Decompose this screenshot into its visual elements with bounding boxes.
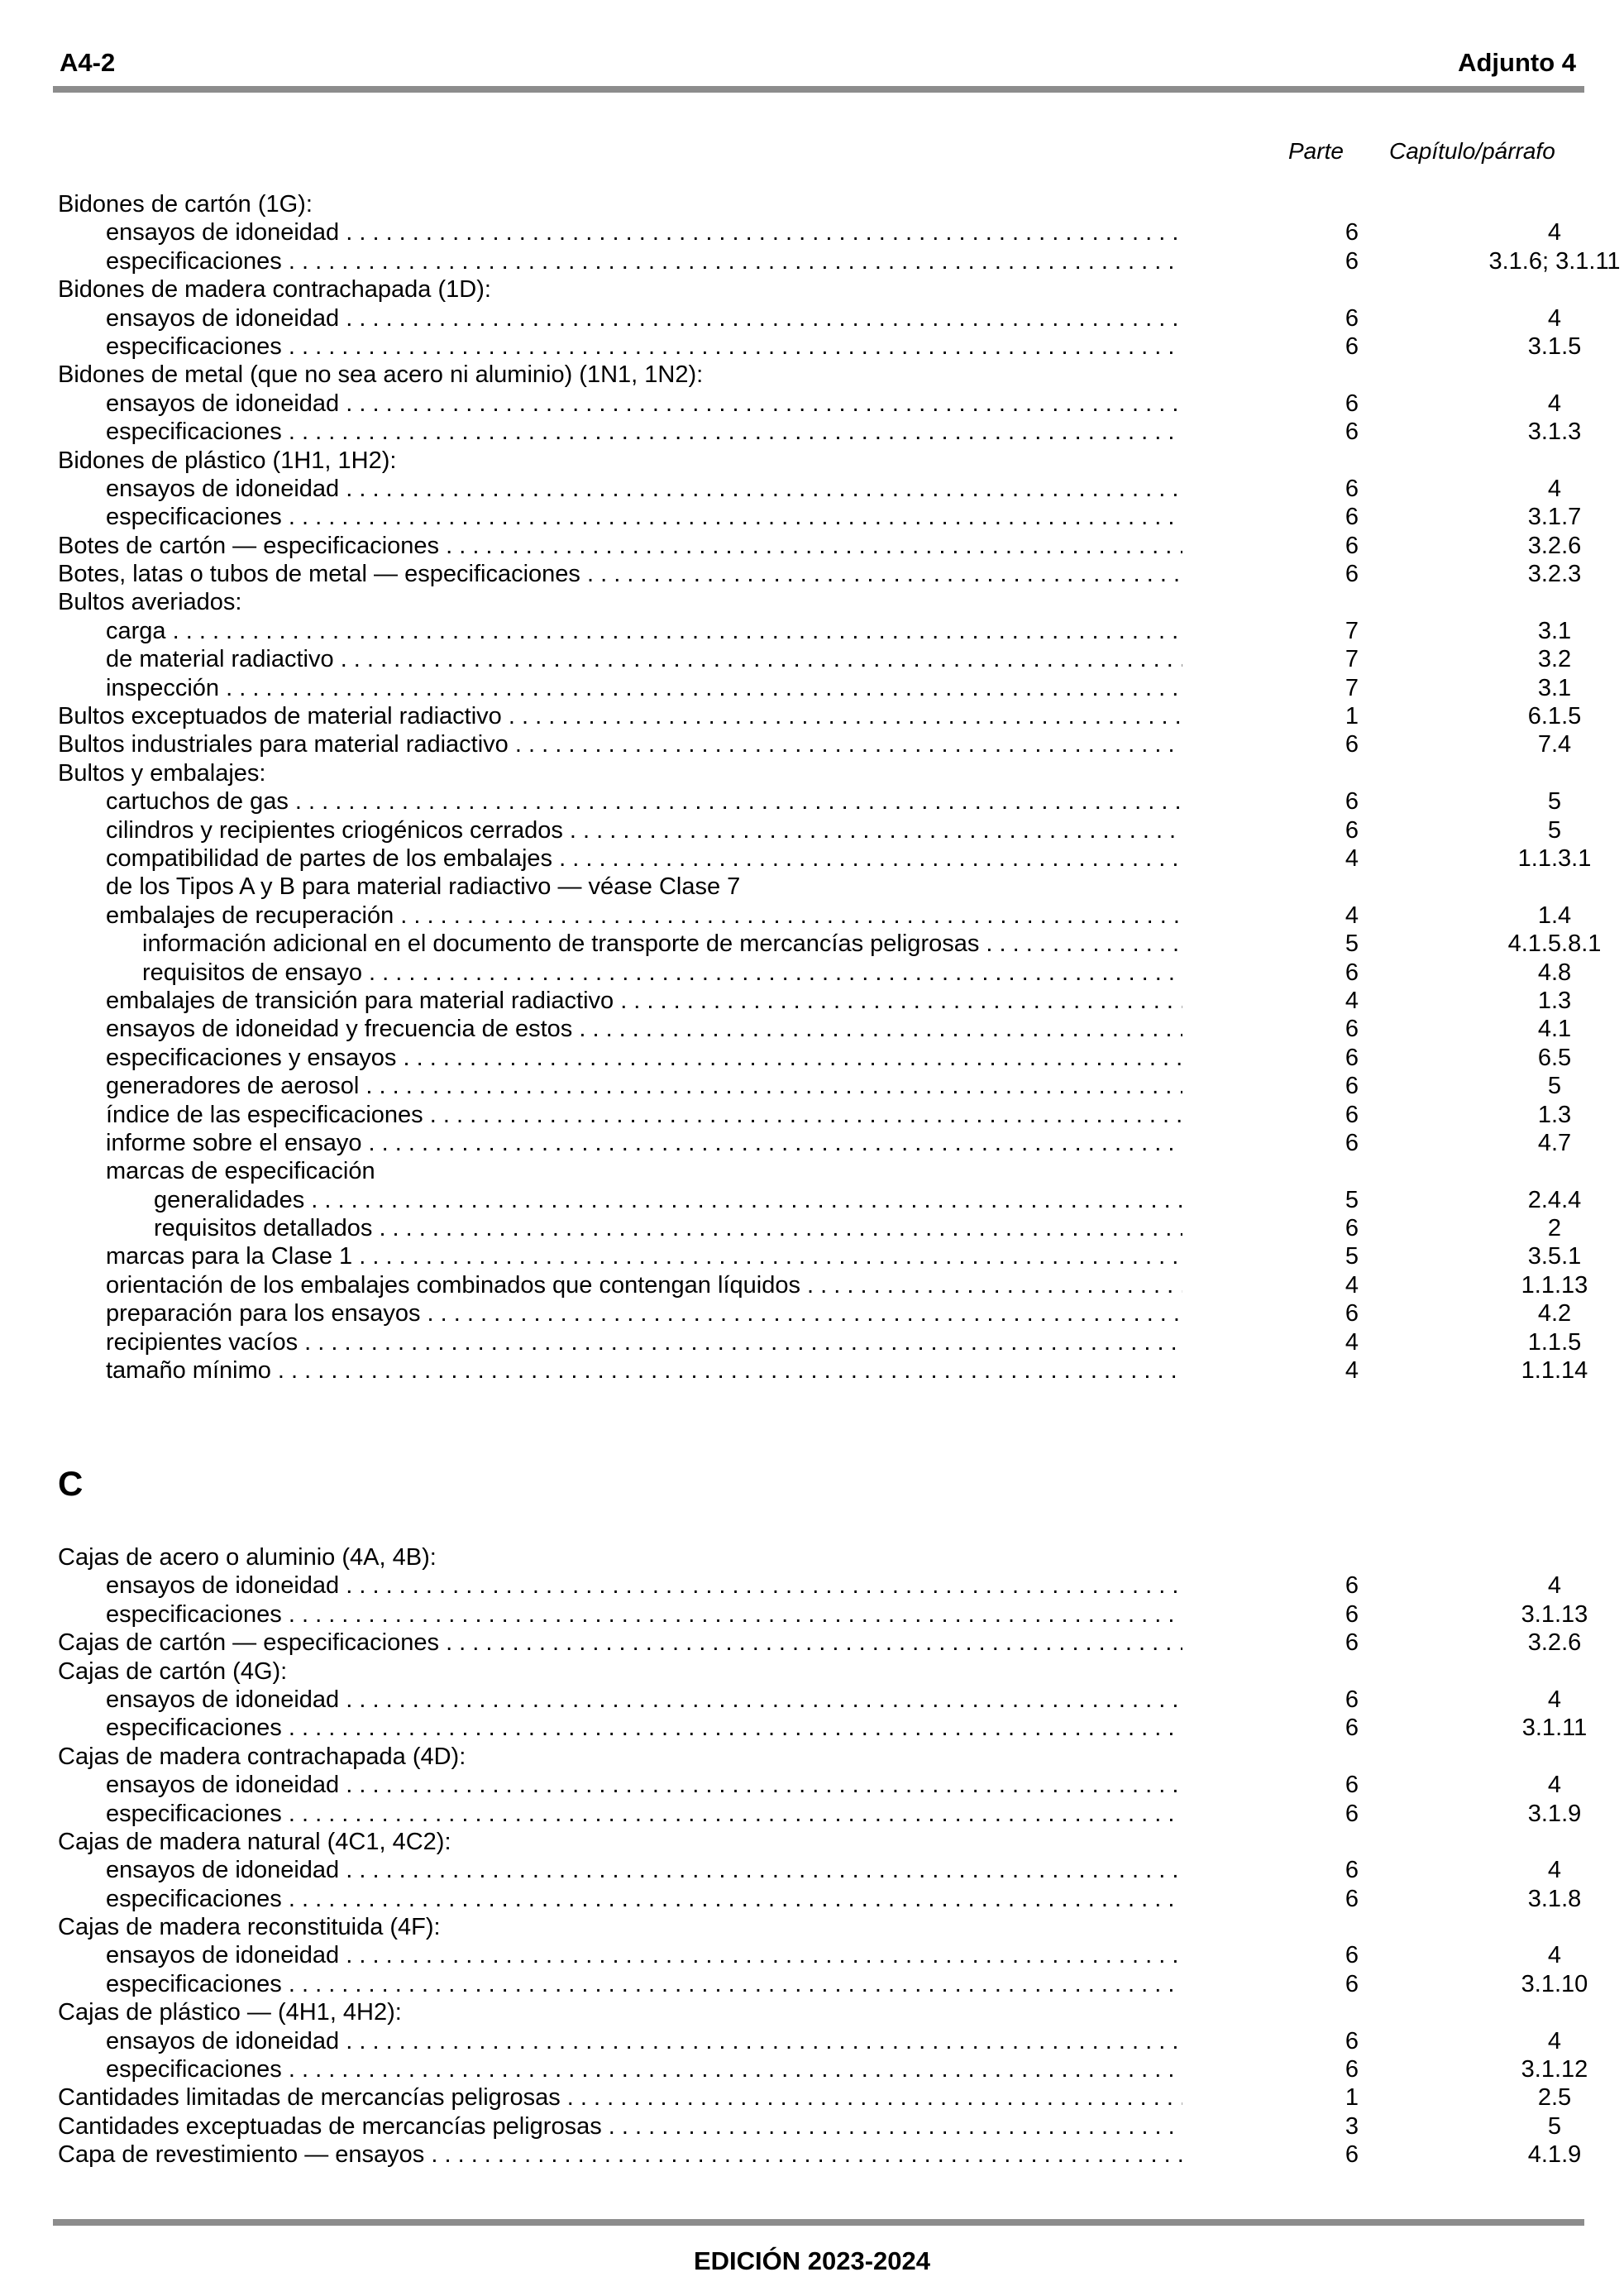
entry-capitulo: 5 bbox=[1547, 1073, 1562, 1100]
entry-parte: 7 bbox=[1345, 674, 1359, 701]
entry-parte: 4 bbox=[1345, 1328, 1359, 1356]
index-entry bbox=[58, 1543, 1588, 1571]
index-entry bbox=[58, 1828, 1588, 1856]
entry-capitulo: 4 bbox=[1547, 2027, 1562, 2054]
entry-term: ensayos de idoneidad . . . bbox=[106, 1571, 1182, 1600]
entry-parte: 6 bbox=[1345, 419, 1359, 446]
entry-parte: 6 bbox=[1345, 1572, 1359, 1600]
entry-term: recipientes vacíos . . . bbox=[106, 1328, 1182, 1356]
entry-term: inspección . . . bbox=[106, 674, 1182, 702]
entry-term: Cajas de madera natural (4C1, 4C2): bbox=[58, 1828, 451, 1855]
entry-capitulo: 5 bbox=[1547, 2112, 1562, 2140]
index-entry bbox=[58, 1157, 1588, 1185]
index-entry bbox=[58, 1970, 1588, 1998]
entry-parte: 6 bbox=[1345, 1686, 1359, 1713]
index-entry bbox=[58, 503, 1588, 531]
entry-capitulo: 4 bbox=[1547, 1942, 1562, 1969]
index-entry bbox=[58, 1214, 1588, 1242]
entry-term: marcas de especificación bbox=[106, 1158, 375, 1185]
entry-capitulo: 4 bbox=[1547, 304, 1562, 332]
index-entry bbox=[58, 987, 1588, 1015]
index-entry bbox=[58, 1686, 1588, 1714]
index-entry bbox=[58, 447, 1588, 475]
entry-capitulo: 1.1.3.1 bbox=[1517, 844, 1592, 872]
entry-term: generadores de aerosol . . . bbox=[106, 1072, 1182, 1100]
entry-capitulo: 1.1.13 bbox=[1521, 1271, 1588, 1299]
entry-term: Bultos y embalajes: bbox=[58, 759, 266, 787]
footer-rule bbox=[53, 2219, 1584, 2226]
entry-parte: 5 bbox=[1345, 1186, 1359, 1213]
entry-term: especificaciones . . . bbox=[106, 1885, 1182, 1913]
index-entry bbox=[58, 532, 1588, 560]
entry-term: carga . . . bbox=[106, 617, 1182, 645]
entry-parte: 6 bbox=[1345, 247, 1359, 275]
index-entry bbox=[58, 844, 1592, 873]
entry-parte: 6 bbox=[1345, 561, 1359, 588]
entry-term: ensayos de idoneidad . . . bbox=[106, 1941, 1182, 1969]
index-entry bbox=[58, 1998, 1588, 2026]
index-entry bbox=[58, 873, 1588, 901]
section-letter-c: C bbox=[58, 1464, 84, 1503]
entry-parte: 7 bbox=[1345, 617, 1359, 644]
entry-parte: 6 bbox=[1345, 475, 1359, 502]
index-entry bbox=[58, 1101, 1588, 1129]
index-entry bbox=[58, 1271, 1588, 1299]
index-entry bbox=[58, 1771, 1588, 1799]
entry-term: Cajas de plástico — (4H1, 4H2): bbox=[58, 1999, 402, 2026]
annex-title: Adjunto 4 bbox=[1458, 48, 1576, 77]
entry-capitulo: 3.1.9 bbox=[1527, 1800, 1582, 1827]
entry-capitulo: 7.4 bbox=[1537, 731, 1572, 758]
entry-parte: 6 bbox=[1345, 1772, 1359, 1799]
entry-parte: 4 bbox=[1345, 1271, 1359, 1299]
entry-parte: 6 bbox=[1345, 1629, 1359, 1657]
entry-capitulo: 3.1.6; 3.1.11 bbox=[1488, 247, 1621, 275]
entry-capitulo: 3.1.13 bbox=[1521, 1600, 1588, 1628]
entry-parte: 6 bbox=[1345, 1073, 1359, 1100]
entry-capitulo: 3.5.1 bbox=[1527, 1243, 1582, 1270]
entry-capitulo: 2 bbox=[1547, 1215, 1562, 1242]
index-entry bbox=[58, 588, 1588, 616]
entry-term: Cajas de madera contrachapada (4D): bbox=[58, 1743, 466, 1770]
entry-capitulo: 3.1.11 bbox=[1521, 1715, 1588, 1742]
entry-term: Cajas de acero o aluminio (4A, 4B): bbox=[58, 1544, 437, 1571]
index-entry bbox=[58, 1129, 1588, 1157]
index-entry bbox=[58, 1186, 1588, 1214]
entry-capitulo: 3.1.10 bbox=[1521, 1970, 1588, 1997]
entry-term: generalidades . . . bbox=[154, 1186, 1182, 1214]
entry-term: embalajes de transición para material radiactivo . . . bbox=[106, 987, 1182, 1015]
index-entry bbox=[58, 190, 1588, 218]
entry-parte: 6 bbox=[1345, 1600, 1359, 1628]
entry-parte: 6 bbox=[1345, 788, 1359, 816]
entry-capitulo: 5 bbox=[1547, 788, 1562, 816]
entry-capitulo: 3.2 bbox=[1537, 646, 1572, 673]
entry-term: ensayos de idoneidad . . . bbox=[106, 475, 1182, 503]
entry-term: especificaciones . . . bbox=[106, 332, 1182, 361]
entry-term: marcas para la Clase 1 . . . bbox=[106, 1242, 1182, 1270]
index-entry bbox=[58, 1629, 1588, 1657]
index-entry bbox=[58, 361, 1588, 389]
entry-parte: 4 bbox=[1345, 844, 1359, 872]
index-entry bbox=[58, 418, 1588, 446]
entry-term: especificaciones . . . bbox=[106, 1714, 1182, 1742]
index-entry bbox=[58, 390, 1588, 418]
index-entry bbox=[58, 1571, 1588, 1600]
entry-term: Botes de cartón — especificaciones . . . bbox=[58, 532, 1182, 560]
entry-parte: 6 bbox=[1345, 2141, 1359, 2169]
entry-capitulo: 3.1.7 bbox=[1527, 504, 1582, 531]
index-entry bbox=[58, 2055, 1588, 2083]
index-entry bbox=[58, 1242, 1588, 1270]
entry-capitulo: 3.1 bbox=[1537, 674, 1572, 701]
entry-term: de los Tipos A y B para material radiactivo — véase Clase 7 bbox=[106, 873, 741, 901]
entry-parte: 6 bbox=[1345, 731, 1359, 758]
entry-capitulo: 1.3 bbox=[1537, 987, 1572, 1014]
index-entry bbox=[58, 304, 1588, 332]
index-entry bbox=[58, 1015, 1588, 1043]
entry-parte: 6 bbox=[1345, 2027, 1359, 2054]
entry-term: Cajas de cartón — especificaciones . . . bbox=[58, 1629, 1182, 1657]
entry-capitulo: 2.5 bbox=[1537, 2084, 1572, 2112]
entry-parte: 1 bbox=[1345, 703, 1359, 730]
entry-term: tamaño mínimo . . . bbox=[106, 1356, 1182, 1385]
entry-capitulo: 4 bbox=[1547, 1686, 1562, 1713]
entry-capitulo: 3.1.3 bbox=[1527, 419, 1582, 446]
entry-parte: 6 bbox=[1345, 2056, 1359, 2083]
index-section-b bbox=[58, 190, 1621, 1385]
entry-term: Bidones de plástico (1H1, 1H2): bbox=[58, 447, 397, 474]
entry-parte: 6 bbox=[1345, 332, 1359, 360]
index-entry bbox=[58, 1657, 1588, 1686]
entry-parte: 6 bbox=[1345, 390, 1359, 417]
entry-capitulo: 4.1.9 bbox=[1527, 2141, 1582, 2169]
entry-parte: 6 bbox=[1345, 504, 1359, 531]
entry-parte: 5 bbox=[1345, 930, 1359, 958]
entry-parte: 7 bbox=[1345, 646, 1359, 673]
index-entry bbox=[58, 1714, 1588, 1742]
entry-capitulo: 4 bbox=[1547, 475, 1562, 502]
entry-parte: 6 bbox=[1345, 816, 1359, 844]
entry-parte: 6 bbox=[1345, 1857, 1359, 1884]
index-entry bbox=[58, 247, 1621, 275]
index-section-c bbox=[58, 1543, 1588, 2169]
entry-capitulo: 1.3 bbox=[1537, 1101, 1572, 1128]
index-entry bbox=[58, 1072, 1588, 1100]
index-entry bbox=[58, 902, 1588, 930]
entry-term: Cantidades exceptuadas de mercancías peligrosas . . . bbox=[58, 2112, 1182, 2141]
entry-term: Bultos averiados: bbox=[58, 589, 242, 616]
page-number: A4-2 bbox=[60, 48, 116, 77]
entry-capitulo: 6.1.5 bbox=[1527, 703, 1582, 730]
index-entry bbox=[58, 475, 1588, 503]
entry-term: especificaciones . . . bbox=[106, 247, 1182, 275]
index-entry bbox=[58, 702, 1588, 730]
entry-term: ensayos de idoneidad . . . bbox=[106, 1856, 1182, 1884]
entry-term: Bultos exceptuados de material radiactivo . . . bbox=[58, 702, 1182, 730]
entry-parte: 6 bbox=[1345, 959, 1359, 986]
entry-parte: 6 bbox=[1345, 1300, 1359, 1327]
index-entry bbox=[58, 2083, 1588, 2112]
entry-parte: 6 bbox=[1345, 1215, 1359, 1242]
entry-capitulo: 4 bbox=[1547, 219, 1562, 246]
index-entry bbox=[58, 816, 1588, 844]
entry-capitulo: 1.4 bbox=[1537, 902, 1572, 929]
index-entry bbox=[58, 1328, 1588, 1356]
entry-term: especificaciones . . . bbox=[106, 503, 1182, 531]
entry-capitulo: 3.2.6 bbox=[1527, 1629, 1582, 1657]
entry-parte: 6 bbox=[1345, 1800, 1359, 1827]
entry-term: requisitos detallados . . . bbox=[154, 1214, 1182, 1242]
entry-term: especificaciones . . . bbox=[106, 1600, 1182, 1629]
entry-capitulo: 1.1.5 bbox=[1527, 1328, 1582, 1356]
entry-term: embalajes de recuperación . . . bbox=[106, 902, 1182, 930]
index-entry bbox=[58, 959, 1588, 987]
entry-term: índice de las especificaciones . . . bbox=[106, 1101, 1182, 1129]
entry-capitulo: 4 bbox=[1547, 1572, 1562, 1600]
entry-parte: 6 bbox=[1345, 1715, 1359, 1742]
entry-parte: 6 bbox=[1345, 1942, 1359, 1969]
entry-term: cartuchos de gas . . . bbox=[106, 787, 1182, 816]
entry-term: ensayos de idoneidad . . . bbox=[106, 390, 1182, 418]
entry-term: especificaciones . . . bbox=[106, 2055, 1182, 2083]
entry-capitulo: 4.1.5.8.1 bbox=[1507, 930, 1602, 958]
index-entry bbox=[58, 730, 1588, 758]
index-entry bbox=[58, 1913, 1588, 1941]
entry-parte: 6 bbox=[1345, 219, 1359, 246]
entry-term: información adicional en el documento de transporte de mercancías peligrosas . . . bbox=[142, 930, 1182, 958]
index-entry bbox=[58, 275, 1588, 304]
edition-footer: EDICIÓN 2023-2024 bbox=[693, 2246, 931, 2275]
index-entry bbox=[58, 1600, 1588, 1629]
entry-parte: 3 bbox=[1345, 2112, 1359, 2140]
index-entry bbox=[58, 1299, 1588, 1327]
entry-parte: 6 bbox=[1345, 532, 1359, 559]
entry-term: Cajas de madera reconstituida (4F): bbox=[58, 1914, 441, 1941]
entry-capitulo: 2.4.4 bbox=[1527, 1186, 1582, 1213]
index-entry bbox=[58, 2112, 1588, 2141]
entry-capitulo: 4.7 bbox=[1537, 1129, 1572, 1156]
index-entry bbox=[58, 617, 1588, 645]
entry-capitulo: 6.5 bbox=[1537, 1044, 1572, 1071]
entry-term: informe sobre el ensayo . . . bbox=[106, 1129, 1182, 1157]
entry-term: ensayos de idoneidad . . . bbox=[106, 218, 1182, 246]
entry-capitulo: 4.8 bbox=[1537, 959, 1572, 986]
entry-capitulo: 3.2.6 bbox=[1527, 532, 1582, 559]
entry-term: ensayos de idoneidad . . . bbox=[106, 1686, 1182, 1714]
entry-parte: 1 bbox=[1345, 2084, 1359, 2112]
entry-parte: 6 bbox=[1345, 1101, 1359, 1128]
entry-term: ensayos de idoneidad . . . bbox=[106, 1771, 1182, 1799]
entry-capitulo: 4.2 bbox=[1537, 1300, 1572, 1327]
entry-capitulo: 3.1.5 bbox=[1527, 332, 1582, 360]
index-entry bbox=[58, 1885, 1588, 1913]
entry-parte: 6 bbox=[1345, 1044, 1359, 1071]
entry-parte: 4 bbox=[1345, 1357, 1359, 1385]
index-entry bbox=[58, 2027, 1588, 2055]
index-entry bbox=[58, 2141, 1588, 2169]
entry-capitulo: 1.1.14 bbox=[1521, 1357, 1588, 1385]
entry-term: Bidones de cartón (1G): bbox=[58, 191, 313, 218]
index-entry bbox=[58, 1356, 1588, 1385]
entry-capitulo: 3.1 bbox=[1537, 617, 1572, 644]
entry-capitulo: 3.1.12 bbox=[1521, 2056, 1588, 2083]
entry-term: Cantidades limitadas de mercancías peligrosas . . . bbox=[58, 2083, 1182, 2112]
entry-term: especificaciones . . . bbox=[106, 1970, 1182, 1998]
entry-parte: 6 bbox=[1345, 1970, 1359, 1997]
entry-parte: 5 bbox=[1345, 1243, 1359, 1270]
column-header-capitulo: Capítulo/párrafo bbox=[1389, 138, 1555, 164]
entry-parte: 6 bbox=[1345, 1885, 1359, 1912]
entry-parte: 6 bbox=[1345, 1129, 1359, 1156]
entry-capitulo: 4 bbox=[1547, 1857, 1562, 1884]
index-entry bbox=[58, 1743, 1588, 1771]
entry-term: especificaciones y ensayos . . . bbox=[106, 1044, 1182, 1072]
entry-parte: 4 bbox=[1345, 987, 1359, 1014]
index-entry bbox=[58, 930, 1602, 958]
entry-capitulo: 3.2.3 bbox=[1527, 561, 1582, 588]
index-entry bbox=[58, 218, 1588, 246]
index-entry bbox=[58, 560, 1588, 588]
index-entry bbox=[58, 1044, 1588, 1072]
index-entry bbox=[58, 1800, 1588, 1828]
entry-term: Bidones de metal (que no sea acero ni aluminio) (1N1, 1N2): bbox=[58, 361, 704, 389]
index-entry bbox=[58, 1856, 1588, 1884]
entry-parte: 6 bbox=[1345, 1016, 1359, 1043]
index-entry bbox=[58, 1941, 1588, 1969]
index-entry bbox=[58, 759, 1588, 787]
entry-term: de material radiactivo . . . bbox=[106, 645, 1182, 673]
entry-term: Botes, latas o tubos de metal — especificaciones . . . bbox=[58, 560, 1182, 588]
entry-capitulo: 3.1.8 bbox=[1527, 1885, 1582, 1912]
index-entry bbox=[58, 645, 1588, 673]
entry-capitulo: 5 bbox=[1547, 816, 1562, 844]
index-entry bbox=[58, 787, 1588, 816]
entry-term: ensayos de idoneidad y frecuencia de estos . . . bbox=[106, 1015, 1182, 1043]
entry-term: ensayos de idoneidad . . . bbox=[106, 2027, 1182, 2055]
entry-term: Bidones de madera contrachapada (1D): bbox=[58, 276, 491, 304]
entry-term: requisitos de ensayo . . . bbox=[142, 959, 1182, 987]
column-header-parte: Parte bbox=[1288, 138, 1344, 164]
header-rule bbox=[53, 86, 1584, 93]
index-entry bbox=[58, 674, 1588, 702]
entry-term: preparación para los ensayos . . . bbox=[106, 1299, 1182, 1327]
entry-term: especificaciones . . . bbox=[106, 1800, 1182, 1828]
entry-term: ensayos de idoneidad . . . bbox=[106, 304, 1182, 332]
index-entry bbox=[58, 332, 1588, 361]
entry-term: especificaciones . . . bbox=[106, 418, 1182, 446]
entry-term: orientación de los embalajes combinados que contengan líquidos . . . bbox=[106, 1271, 1182, 1299]
entry-parte: 4 bbox=[1345, 902, 1359, 929]
entry-term: Cajas de cartón (4G): bbox=[58, 1657, 288, 1685]
entry-capitulo: 4 bbox=[1547, 1772, 1562, 1799]
entry-term: Capa de revestimiento — ensayos . . . bbox=[58, 2141, 1182, 2169]
entry-term: Bultos industriales para material radiactivo . . . bbox=[58, 730, 1182, 758]
entry-capitulo: 4 bbox=[1547, 390, 1562, 417]
entry-term: compatibilidad de partes de los embalajes . . . bbox=[106, 844, 1182, 873]
entry-term: cilindros y recipientes criogénicos cerrados . . . bbox=[106, 816, 1182, 844]
entry-capitulo: 4.1 bbox=[1537, 1016, 1572, 1043]
entry-parte: 6 bbox=[1345, 304, 1359, 332]
